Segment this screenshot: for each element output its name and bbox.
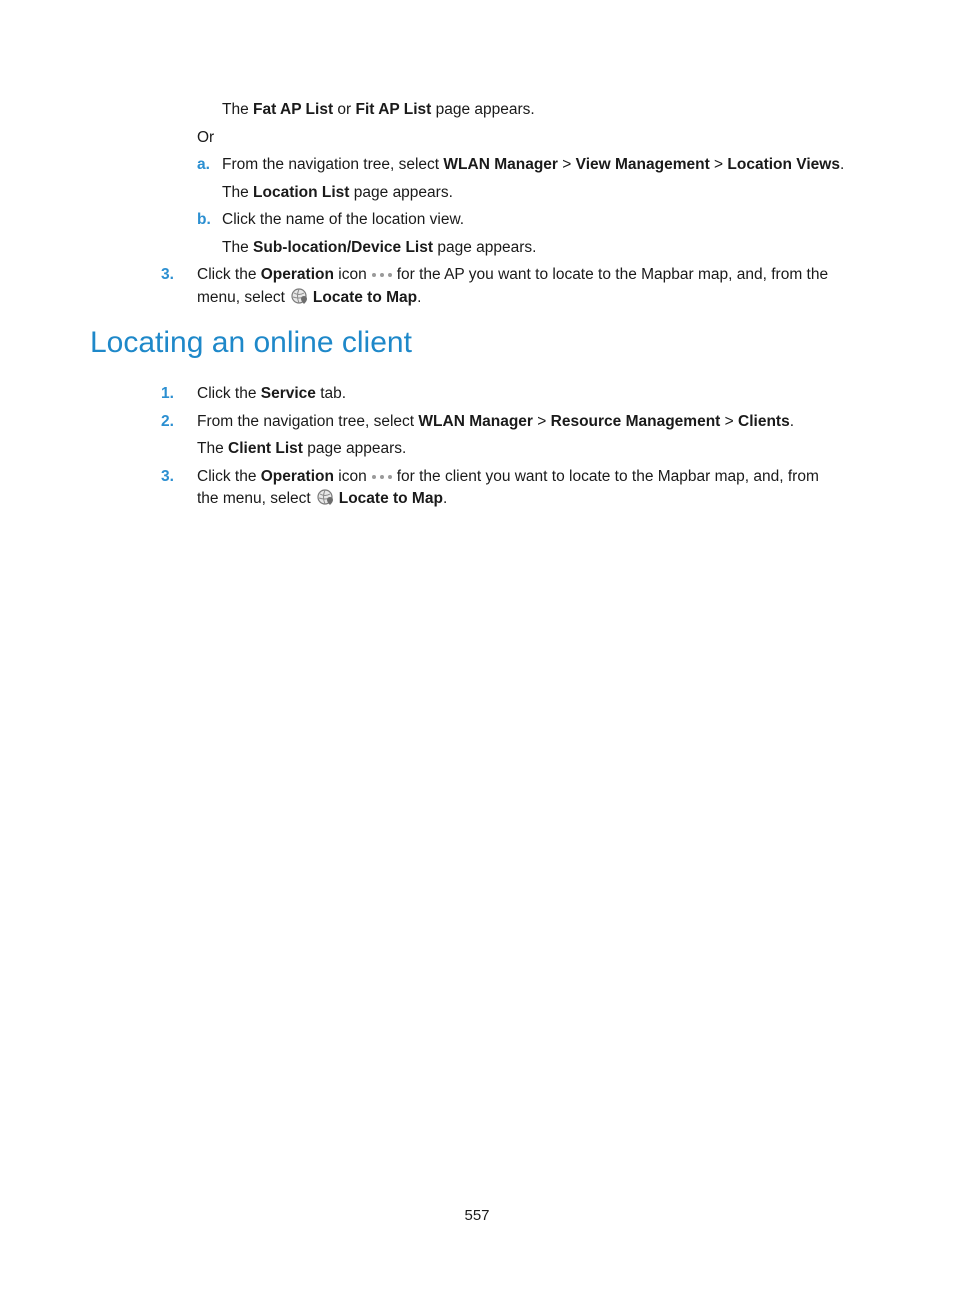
client-step-2-label: 2. [161,413,174,430]
globe-locate-icon [291,287,309,305]
section-heading: Locating an online client [90,326,412,359]
step-3-text-line2: menu, select Locate to Map. [197,289,422,306]
fat-fit-ap-list-line: The Fat AP List or Fit AP List page appears. [222,101,535,118]
globe-locate-icon [317,488,335,506]
step-a-label: a. [197,156,210,173]
step-b-label: b. [197,211,211,228]
client-step-3-text-line2: the menu, select Locate to Map. [197,490,448,507]
page-number: 557 [464,1207,490,1224]
or-text: Or [197,129,215,146]
step-a-result: The Location List page appears. [222,184,453,201]
client-step-2-result: The Client List page appears. [197,440,407,457]
client-step-2-text: From the navigation tree, select WLAN Manager > Resource Management > Clients. [197,413,795,430]
client-step-3-label: 3. [161,468,174,485]
step-a-text: From the navigation tree, select WLAN Manager > View Management > Location Views. [222,156,845,173]
step-b-result: The Sub-location/Device List page appears. [222,239,537,256]
step-b-text: Click the name of the location view. [222,211,465,228]
client-step-3-text: Click the Operation icon for the client you want to locate to the Mapbar map, and, from [197,468,819,485]
more-dots-icon [371,271,393,279]
more-dots-icon [371,473,393,481]
client-step-1-text: Click the Service tab. [197,385,347,402]
step-3-label: 3. [161,266,174,283]
client-step-1-label: 1. [161,385,174,402]
step-3-text: Click the Operation icon for the AP you want to locate to the Mapbar map, and, from the [197,266,829,283]
